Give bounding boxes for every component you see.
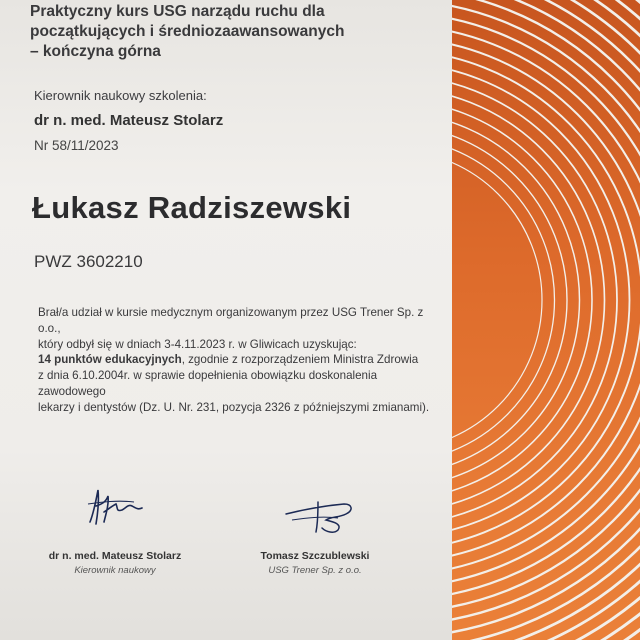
decorative-arc [452,13,640,588]
attendance-paragraph [38,305,446,353]
body-line: Brał/a udział w kursie medycznym organizowanym przez USG Trener Sp. z o.o., [38,306,424,335]
decorative-arc [452,138,555,463]
signature-name-stolarz: dr n. med. Mateusz Stolarz [48,550,182,562]
course-title-line: początkujących i średniozaawansowanych [30,23,345,40]
pwz-number: PWZ 3602210 [34,252,143,271]
concentric-arcs-decoration [452,0,640,640]
points-rest: , zgodnie z rozporządzeniem Ministra Zdrowia [181,353,419,366]
body-line: z dnia 6.10.2004r. w sprawie dopełnienia obowiązku doskonalenia zawodowego [38,369,378,398]
supervisor-name: dr n. med. Mateusz Stolarz [34,112,224,129]
supervisor-label: Kierownik naukowy szkolenia: [34,88,207,103]
points-line [38,352,446,368]
course-title [30,2,450,62]
certificate-number: Nr 58/11/2023 [34,138,119,153]
decorative-arc [452,100,592,500]
course-title-line: – kończyna górna [30,43,161,60]
points-count: 14 punktów edukacyjnych [38,353,182,366]
decorative-arc [452,0,640,600]
body-line: lekarzy i dentystów (Dz. U. Nr. 231, pozycja 2326 z późniejszymi zmianami). [38,401,430,414]
signature-szczublewski [282,496,358,536]
signature-stolarz [82,482,146,528]
course-title-line: Praktyczny kurs USG narządu ruchu dla [30,3,325,20]
decorative-arc [452,150,542,450]
body-line: który odbył się w dniach 3-4.11.2023 r. w Gliwicach uzyskując: [38,338,357,351]
signature-role-szczublewski: USG Trener Sp. z o.o. [268,565,362,576]
decorative-orange-band [452,0,640,640]
decorative-arc [452,113,580,488]
participant-name: Łukasz Radziszewski [32,190,352,225]
decorative-arc [452,88,605,513]
signature-name-szczublewski: Tomasz Szczublewski [260,550,370,562]
points-paragraph [38,352,446,416]
signature-role-stolarz: Kierownik naukowy [74,565,156,576]
decorative-arc [452,50,640,550]
